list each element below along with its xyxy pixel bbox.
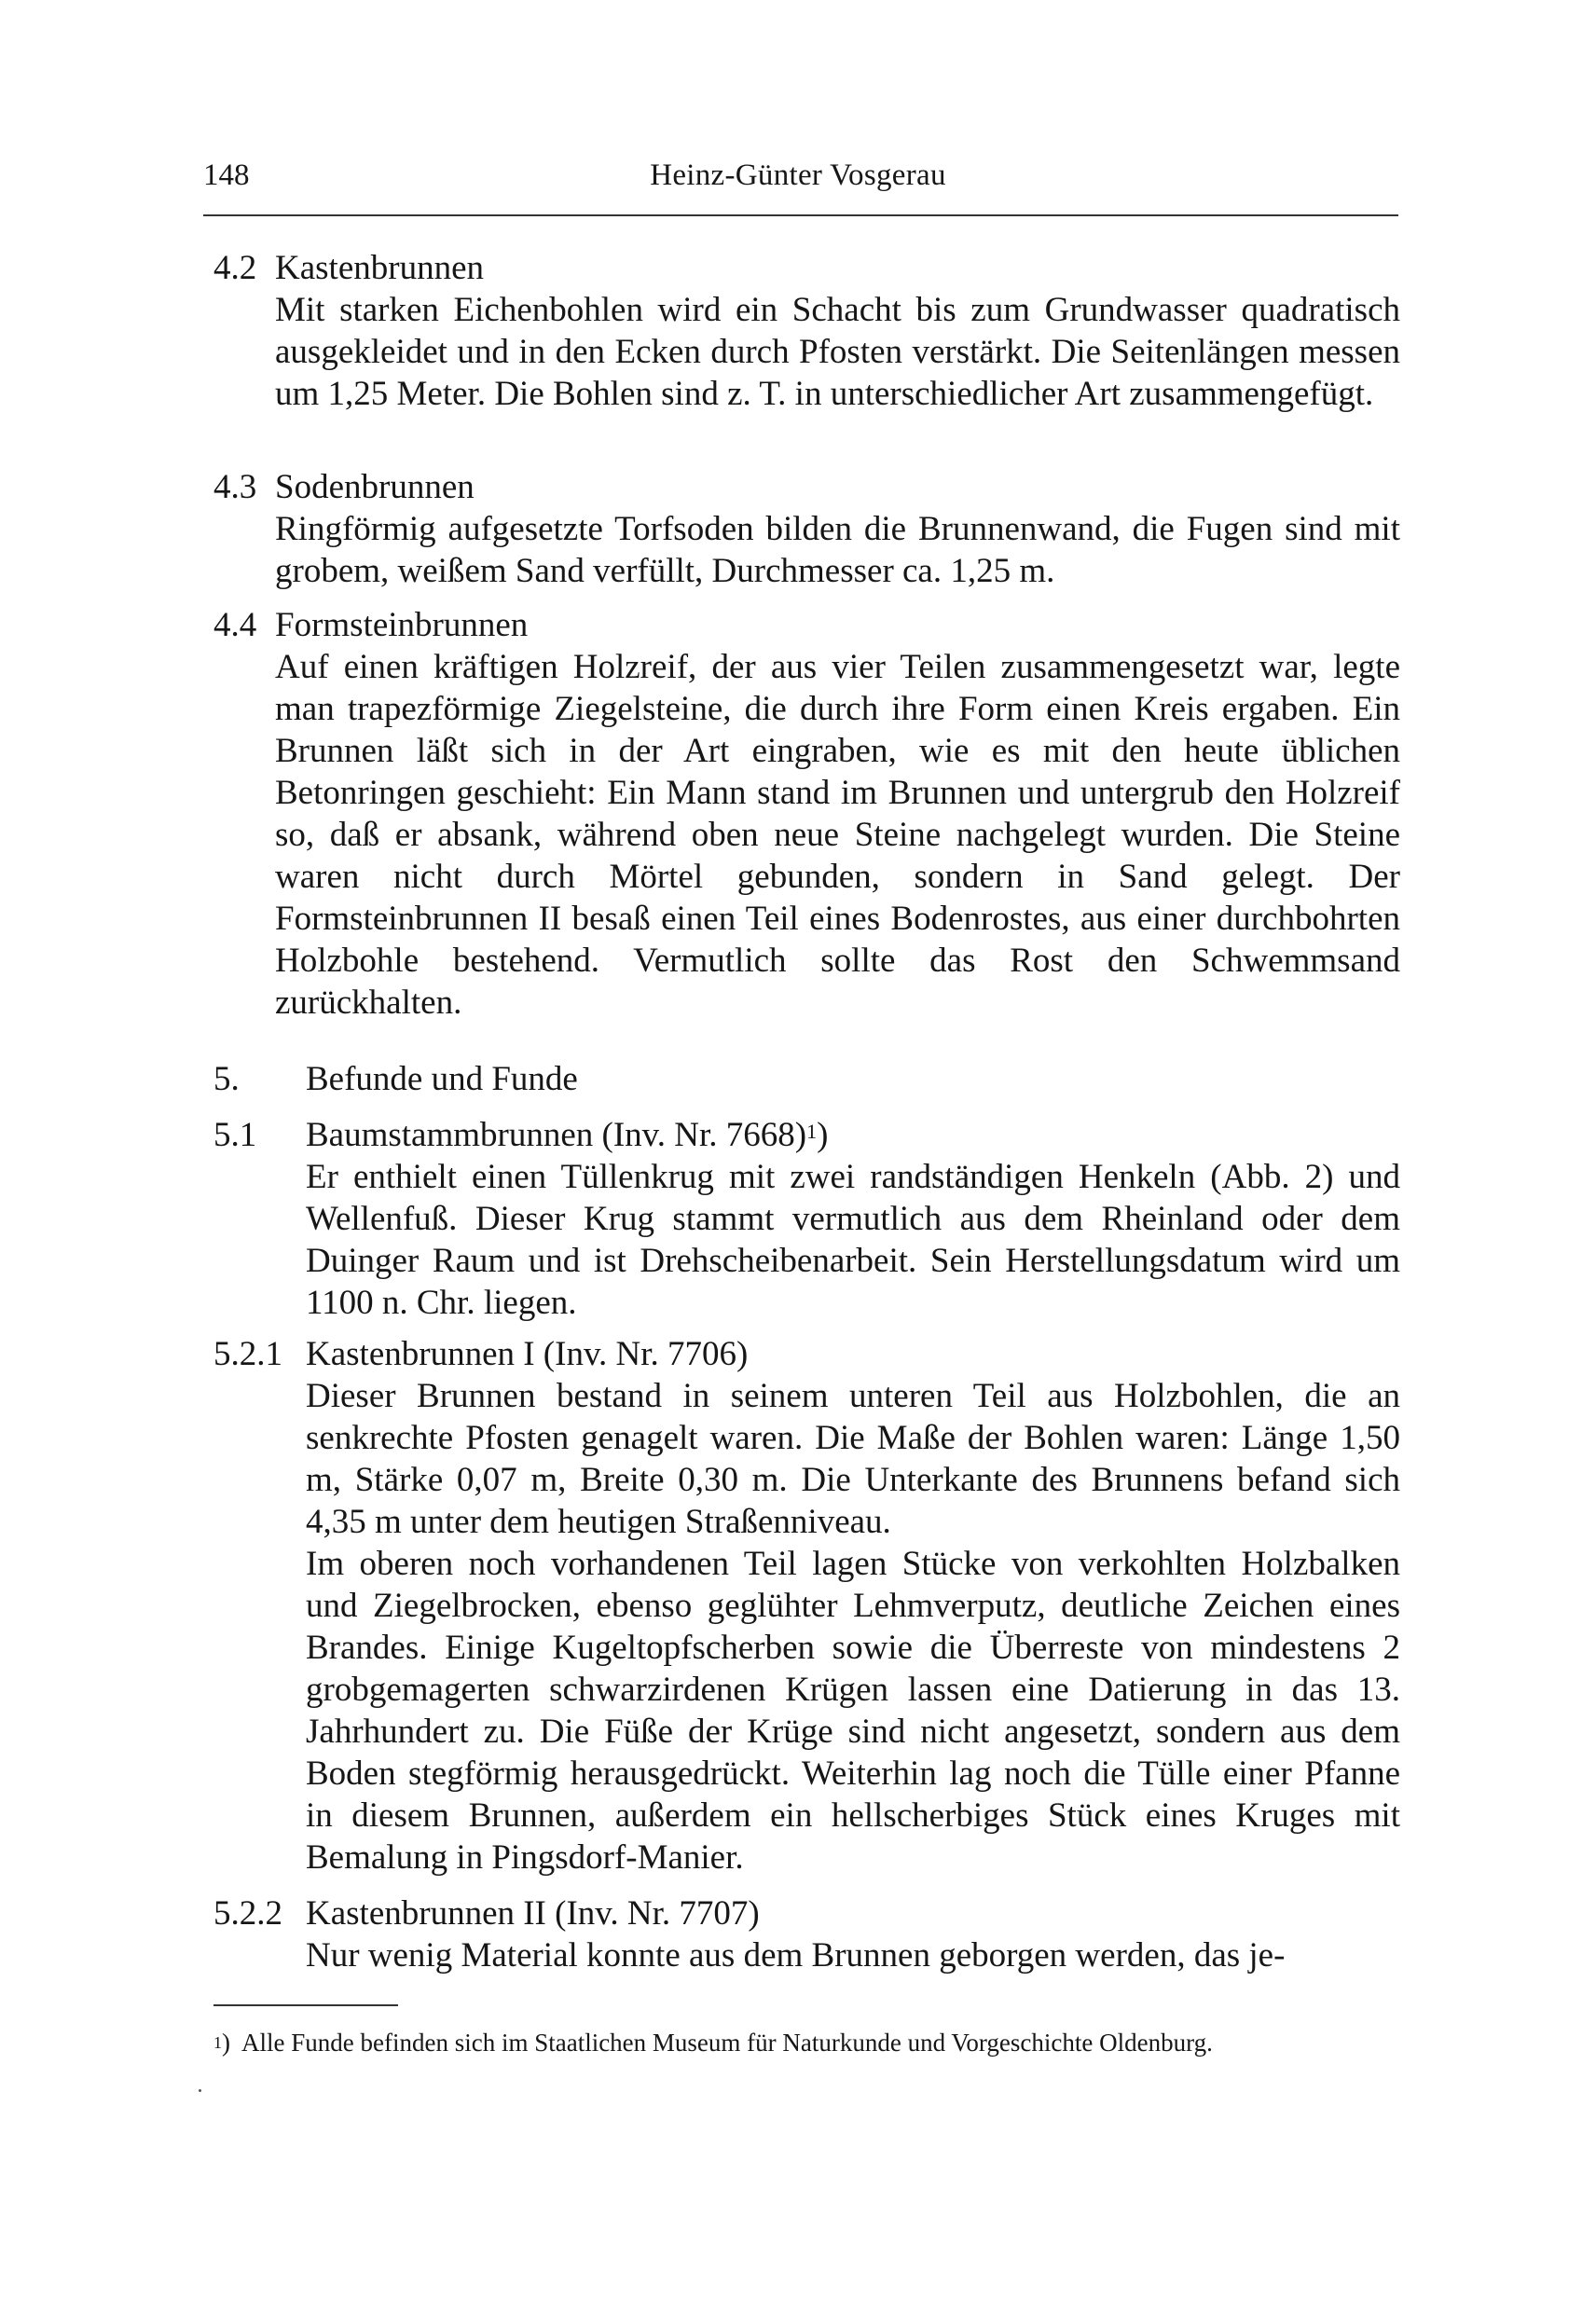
section-number: 5.2.2: [213, 1894, 282, 1933]
section-title: [306, 1114, 828, 1156]
page-number: 148: [203, 158, 250, 192]
section-title: Kastenbrunnen: [275, 249, 484, 287]
section-number: 4.3: [213, 468, 257, 506]
section-body-paragraph-2: Im oberen noch vorhandenen Teil lagen Stücke von verkohlten Holzbalken und Ziegelbrocken, ebenso geglühter Lehmverputz, deutliche Zeichen eines Brandes. Einige Kugeltopfscherben sowie die Überreste von mindestens 2 grobgemagerten schwarzirdenen Krügen lassen eine Datierung in das 13. Jahrhundert zu. Die Füße der Krüge sind nicht angesetzt, sondern aus dem Boden stegförmig herausgedrückt. Weiterhin lag noch die Tülle einer Pfanne in diesem Brunnen, außerdem ein hellscherbiges Stück eines Kruges mit Bemalung in Pingsdorf-Manier.: [306, 1545, 1400, 1877]
section-5-2-1: [213, 1333, 1400, 1878]
section-5-2-2: [213, 1892, 1400, 1976]
footnote-text: Alle Funde befinden sich im Staatlichen Museum für Naturkunde und Vorgeschichte Oldenburg.: [241, 2029, 1213, 2057]
section-heading: [213, 466, 1400, 508]
section-heading: [213, 1892, 1400, 1934]
section-body: Mit starken Eichenbohlen wird ein Schacht bis zum Grundwasser quadratisch ausgekleidet und in den Ecken durch Pfosten verstärkt. Die Seitenlängen messen um 1,25 Meter. Die Bohlen sind z. T. in unterschiedlicher Art zusammengefügt.: [275, 291, 1400, 413]
header-rule: [203, 214, 1398, 216]
page-speck: [199, 2089, 201, 2092]
section-title: Kastenbrunnen II (Inv. Nr. 7707): [306, 1894, 760, 1933]
section-4-3: [213, 466, 1400, 592]
section-title: Sodenbrunnen: [275, 468, 475, 506]
section-title-text: Baumstammbrunnen (Inv. Nr. 7668): [306, 1116, 807, 1154]
section-heading: [213, 1114, 1400, 1156]
section-body: Er enthielt einen Tüllenkrug mit zwei randständigen Henkeln (Abb. 2) und Wellenfuß. Dieser Krug stammt vermutlich aus dem Rheinland oder dem Duinger Raum und ist Drehscheibenarbeit. Sein Herstellungsdatum wird um 1100 n. Chr. liegen.: [306, 1158, 1400, 1322]
section-4-2: [213, 247, 1400, 415]
footnote: [213, 2027, 1425, 2058]
footnote-rule: [213, 2004, 398, 2006]
footnote-mark-paren: ): [222, 2029, 230, 2057]
section-number: 4.2: [213, 249, 257, 287]
running-head: Heinz-Günter Vosgerau: [650, 158, 946, 192]
section-number: 4.4: [213, 606, 257, 644]
section-4-4: [213, 604, 1400, 1024]
section-heading: [213, 604, 1400, 646]
footnote-reference[interactable]: 1: [806, 1120, 818, 1143]
footnote-mark: 1: [213, 2033, 222, 2052]
section-number: 5.: [213, 1060, 240, 1098]
section-body: Ringförmig aufgesetzte Torfsoden bilden die Brunnenwand, die Fugen sind mit grobem, weißem Sand verfüllt, Durchmesser ca. 1,25 m.: [275, 510, 1400, 590]
section-number: 5.2.1: [213, 1335, 282, 1373]
section-heading: [213, 1333, 1400, 1375]
section-body: Nur wenig Material konnte aus dem Brunnen geborgen werden, das je-: [306, 1936, 1286, 1975]
section-number: 5.1: [213, 1116, 257, 1154]
section-heading: [213, 247, 1400, 289]
section-title-close: ): [817, 1116, 829, 1154]
section-title: Befunde und Funde: [306, 1060, 578, 1098]
section-title: Kastenbrunnen I (Inv. Nr. 7706): [306, 1335, 749, 1373]
section-heading: [213, 1058, 1400, 1100]
section-5: [213, 1058, 1400, 1100]
section-body-paragraph-1: Dieser Brunnen bestand in seinem unteren Teil aus Holzbohlen, die an senkrechte Pfosten genagelt waren. Die Maße der Bohlen waren: Länge 1,50 m, Stärke 0,07 m, Breite 0,30 m. Die Unterkante des Brunnens befand sich 4,35 m unter dem heutigen Straßenniveau.: [306, 1377, 1400, 1541]
section-title: Formsteinbrunnen: [275, 606, 529, 644]
section-5-1: [213, 1114, 1400, 1324]
section-body: Auf einen kräftigen Holzreif, der aus vier Teilen zusammengesetzt war, legte man trapezförmige Ziegelsteine, die durch ihre Form einen Kreis ergaben. Ein Brunnen läßt sich in der Art eingraben, wie es mit den heute üblichen Betonringen geschieht: Ein Mann stand im Brunnen und untergrub den Holzreif so, daß er absank, während oben neue Steine nachgelegt wurden. Die Steine waren nicht durch Mörtel gebunden, sondern in Sand gelegt. Der Formsteinbrunnen II besaß einen Teil eines Bodenrostes, aus einer durchbohrten Holzbohle bestehend. Vermutlich sollte das Rost den Schwemmsand zurückhalten.: [275, 648, 1400, 1022]
